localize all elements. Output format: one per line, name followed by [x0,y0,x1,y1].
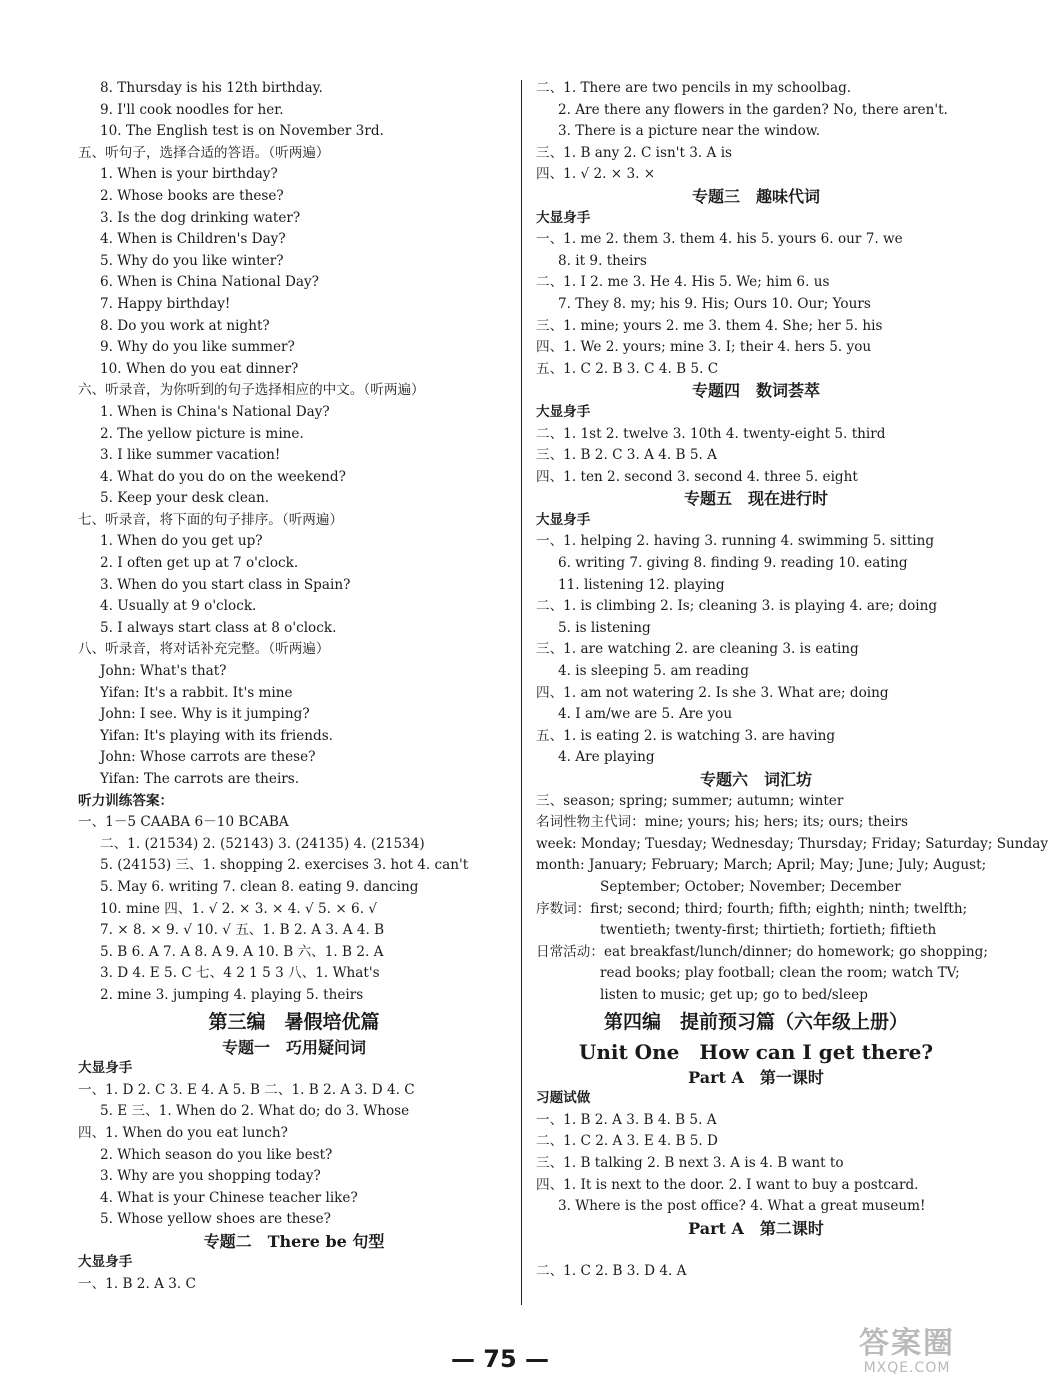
section-heading: Part A 第一课时 [688,1067,824,1087]
answer-line: 二、1. C 2. B 3. D 4. A [536,1262,687,1279]
answer-line: 四、1. When do you eat lunch? [78,1124,288,1141]
answer-line: Yifan: The carrots are theirs. [100,771,300,787]
answer-line: 三、1. B 2. C 3. A 4. B 5. A [536,447,717,464]
answer-line: 2. Are there any flowers in the garden? No, there aren't. [558,101,948,118]
answer-line: 习题试做 [536,1090,591,1107]
answer-line: 2. Which season do you like best? [100,1146,333,1163]
answer-line: Yifan: It's playing with its friends. [100,727,334,744]
answer-line: 5. B 6. A 7. A 8. A 9. A 10. B 六、1. B 2. A [100,943,384,960]
answer-line: 3. I like summer vacation! [100,447,281,464]
answer-line: 4. What do you do on the weekend? [100,468,346,485]
answer-line: twentieth; twenty-first; thirtieth; fortieth; fiftieth [600,922,937,939]
answer-line: 9. I'll cook noodles for her. [100,101,284,118]
answer-line: 7. They 8. my; his 9. His; Ours 10. Our; Yours [558,295,871,312]
answer-line: 一、1. helping 2. having 3. running 4. swimming 5. sitting [536,533,935,550]
answer-line: 2. The yellow picture is mine. [100,425,304,442]
answer-line: week: Monday; Tuesday; Wednesday; Thursday; Friday; Saturday; Sunday [536,835,1048,852]
answer-line: 7. × 8. × 9. √ 10. √ 五、1. B 2. A 3. A 4. B [100,922,385,939]
answer-line: 一、1. me 2. them 3. them 4. his 5. yours 6. our 7. we [536,231,903,248]
answer-line: 3. There is a picture near the window. [558,123,821,140]
section-heading: 专题六 词汇坊 [699,770,812,789]
answer-line: 三、season; spring; summer; autumn; winter [536,792,844,809]
section-heading: 第四编 提前预习篇（六年级上册） [603,1010,908,1033]
page-number: — 75 — [450,1345,550,1373]
answer-line: 二、1. is climbing 2. Is; cleaning 3. is playing 4. are; doing [536,598,938,615]
section-heading: 专题五 现在进行时 [683,489,828,509]
answer-line: 6. When is China National Day? [100,274,319,291]
answer-line: 3. Why are you shopping today? [100,1168,321,1185]
answer-line: 五、1. is eating 2. is watching 3. are having [536,727,836,744]
answer-line: 3. D 4. E 5. C 七、4 2 1 5 3 八、1. What's [100,965,380,982]
answer-line: 5. E 三、1. When do 2. What do; do 3. Whose [100,1103,410,1120]
answer-line: 3. Is the dog drinking water? [100,209,301,226]
answer-line: 1. When is your birthday? [100,166,278,183]
answer-line: listen to music; get up; go to bed/sleep [600,986,868,1003]
answer-line: 5. Keep your desk clean. [100,490,270,507]
answer-line: 8. it 9. theirs [558,252,647,269]
answer-line: John: Whose carrots are these? [100,749,316,766]
answer-line: 三、1. are watching 2. are cleaning 3. is eating [536,641,859,658]
answer-line: John: I see. Why is it jumping? [100,706,310,723]
answer-line: 大显身手 [536,511,591,528]
answer-line: September; October; November; December [600,878,901,895]
answer-line: 五、1. C 2. B 3. C 4. B 5. C [536,360,719,377]
answer-line: 四、1. √ 2. × 3. × [536,166,656,183]
section-heading: 专题三 趣味代词 [691,186,820,206]
answer-line: 2. Whose books are these? [100,187,284,204]
answer-line: 10. When do you eat dinner? [100,360,299,377]
answer-line: 四、1. It is next to the door. 2. I want to buy a postcard. [536,1176,919,1193]
answer-line: 5. is listening [558,619,651,636]
answer-line: 2. I often get up at 7 o'clock. [100,555,299,572]
answer-line: 10. The English test is on November 3rd. [100,123,384,140]
answer-line: 大显身手 [536,209,591,226]
answer-line: 8. Do you work at night? [100,317,270,334]
answer-line: 二、1. C 2. A 3. E 4. B 5. D [536,1133,718,1150]
answer-line: 大显身手 [536,403,591,420]
answer-line: 大显身手 [78,1254,133,1271]
answer-line: 5. Whose yellow shoes are these? [100,1211,331,1228]
answer-line: 4. Usually at 9 o'clock. [100,598,257,615]
answer-line: 二、1. (21534) 2. (52143) 3. (24135) 4. (21534) [100,835,425,852]
answer-line: 4. Are playing [558,749,655,766]
answer-line: 名词性物主代词：mine; yours; his; hers; its; ours; theirs [536,814,908,831]
section-heading: 专题二 There be 句型 [203,1231,385,1251]
answer-line: 七、听录音，将下面的句子排序。（听两遍） [78,511,344,528]
answer-line: 三、1. mine; yours 2. me 3. them 4. She; her 5. his [536,317,883,334]
answer-line: 八、听录音，将对话补充完整。（听两遍） [78,641,330,658]
answer-line: 7. Happy birthday! [100,295,231,312]
answer-line: 二、1. 1st 2. twelve 3. 10th 4. twenty-eight 5. third [536,425,886,442]
answer-line: 六、听录音，为你听到的句子选择相应的中文。（听两遍） [78,382,425,399]
answer-line: 3. When do you start class in Spain? [100,576,351,593]
section-heading: 专题一 巧用疑问词 [221,1037,366,1057]
answer-line: Yifan: It's a rabbit. It's mine [100,684,293,701]
answer-line: 4. I am/we are 5. Are you [558,706,733,723]
watermark-logo-text: 答案圈 [859,1326,955,1361]
section-heading: Part A 第二课时 [688,1218,824,1238]
answer-line: 5. I always start class at 8 o'clock. [100,619,337,636]
section-heading: Unit One How can I get there? [578,1039,934,1064]
answer-line: 二、1. There are two pencils in my schoolbag. [536,80,852,96]
section-heading: 第三编 暑假培优篇 [208,1010,380,1033]
watermark-site-text: MXQE.COM [863,1360,951,1376]
answer-line: 5. Why do you like winter? [100,252,284,269]
column-divider [521,80,522,1305]
answer-line: 5. May 6. writing 7. clean 8. eating 9. dancing [100,878,419,895]
right-column [536,78,1048,1282]
answer-line: 四、1. am not watering 2. Is she 3. What are; doing [536,684,889,701]
answer-line: read books; play football; clean the room; watch TV; [600,965,960,982]
answer-line: 一、1. D 2. C 3. E 4. A 5. B 二、1. B 2. A 3. D 4. C [78,1081,415,1098]
answer-line: 11. listening 12. playing [558,576,725,593]
answer-line: month: January; February; March; April; May; June; July; August; [536,857,987,874]
answer-line: 四、1. ten 2. second 3. second 4. three 5. eight [536,468,858,485]
answer-line: 3. Where is the post office? 4. What a great museum! [558,1198,926,1215]
answer-line: 二、1. I 2. me 3. He 4. His 5. We; him 6. us [536,274,830,291]
answer-line: 大显身手 [78,1060,133,1077]
answer-line: 日常活动：eat breakfast/lunch/dinner; do homework; go shopping; [536,943,988,960]
answer-line: 一、1. B 2. A 3. C [78,1276,196,1293]
watermark-logo [832,1328,982,1380]
answer-line: 5. (24153) 三、1. shopping 2. exercises 3. hot 4. can't [100,857,469,874]
answer-line: 4. is sleeping 5. am reading [558,663,749,680]
answer-line: 三、1. B any 2. C isn't 3. A is [536,144,733,161]
answer-line: 听力训练答案： [78,792,174,809]
answer-line: 8. Thursday is his 12th birthday. [100,80,323,96]
answer-line: 4. When is Children's Day? [100,231,286,248]
answer-line: 1. When is China's National Day? [100,403,330,420]
answer-line: John: What's that? [100,663,227,680]
answer-line: 6. writing 7. giving 8. finding 9. reading 10. eating [558,555,908,572]
answer-line: 4. What is your Chinese teacher like? [100,1189,358,1206]
answer-line: 1. When do you get up? [100,533,263,550]
answer-line: 10. mine 四、1. √ 2. × 3. × 4. √ 5. × 6. √ [100,900,377,917]
answer-line [536,1239,976,1261]
answer-line: 五、听句子，选择合适的答语。（听两遍） [78,144,330,161]
section-heading: 专题四 数词荟萃 [691,381,820,401]
left-column [78,78,510,1296]
answer-line: 9. Why do you like summer? [100,339,295,356]
answer-line: 一、1. B 2. A 3. B 4. B 5. A [536,1111,717,1128]
answer-line: 三、1. B talking 2. B next 3. A is 4. B want to [536,1154,844,1171]
answer-line: 四、1. We 2. yours; mine 3. I; their 4. hers 5. you [536,339,872,356]
answer-line: 2. mine 3. jumping 4. playing 5. theirs [100,986,364,1003]
answer-line: 一、1－5 CAABA 6－10 BCABA [78,814,289,831]
answer-line: 序数词：first; second; third; fourth; fifth; eighth; ninth; twelfth; [536,900,968,917]
